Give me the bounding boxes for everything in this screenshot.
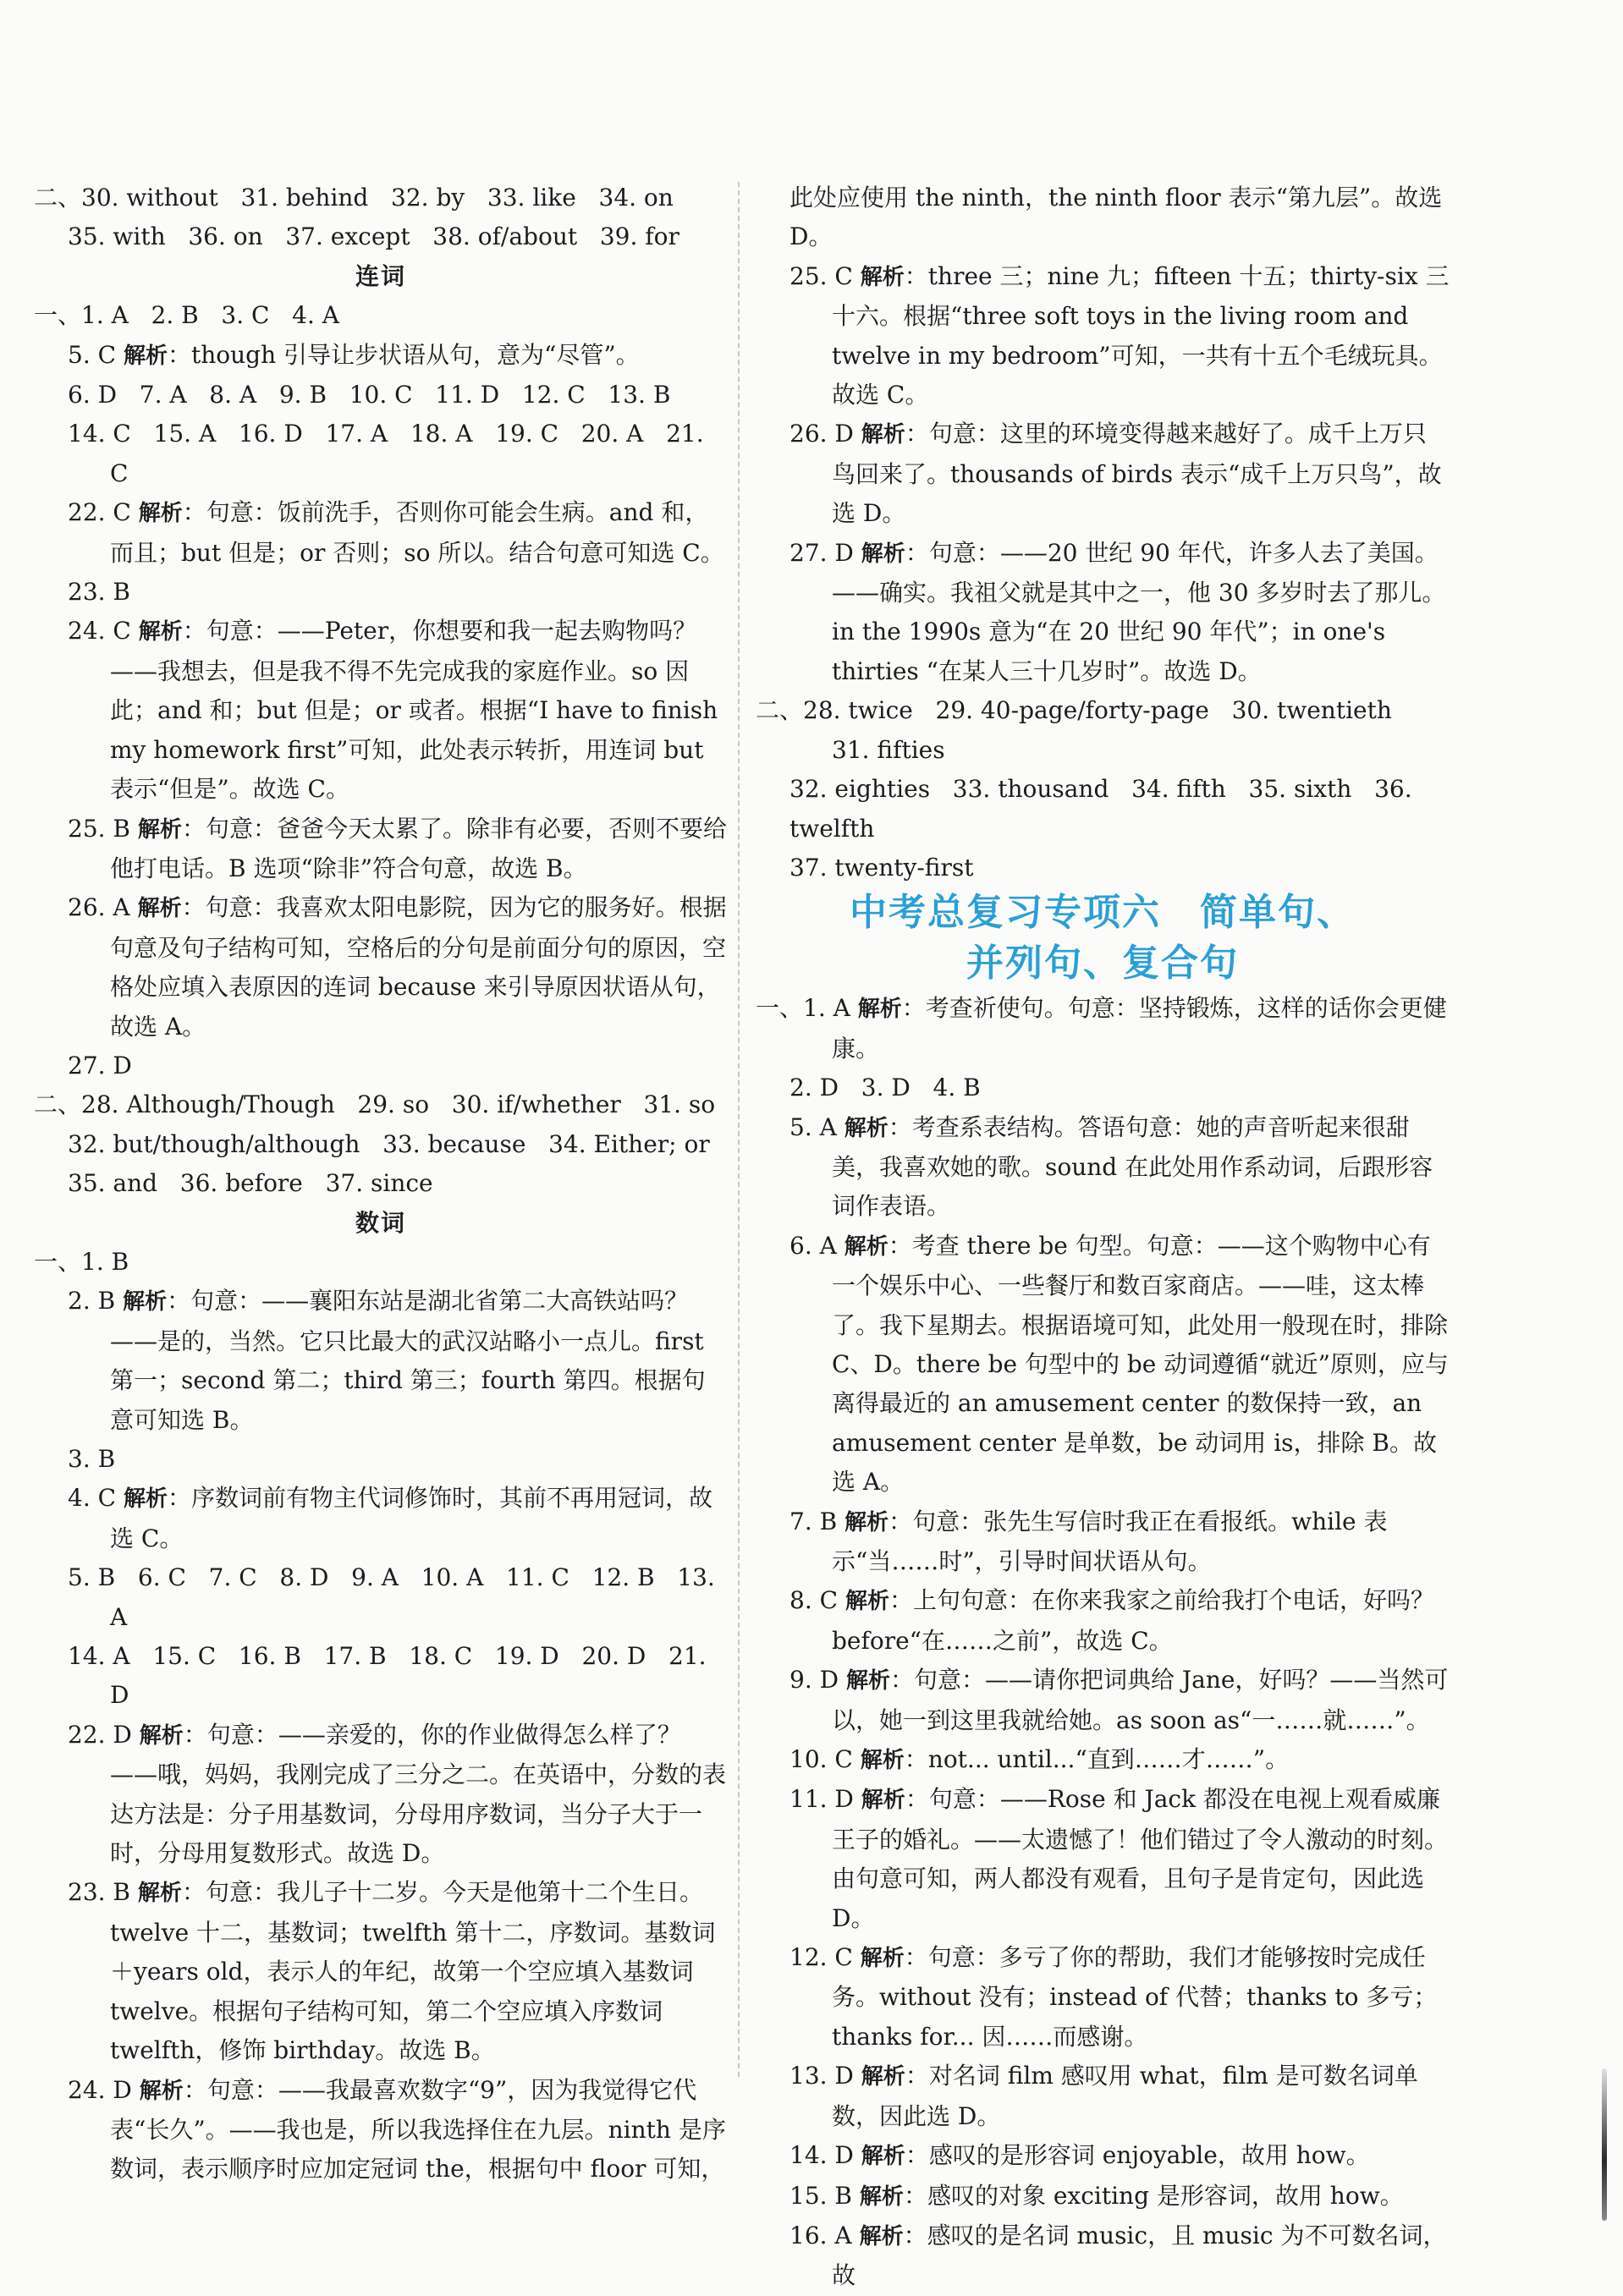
analysis-text: ：句意：——Peter，你想要和我一起去购物吗？——我想去，但是我不得不先完成我的家庭作业。so 因此；and 和；but 但是；or 或者。根据“I have to finish my homework first”可知，此处表示转折，用连词 but 表示“但是”。故选 C。	[110, 617, 718, 804]
analysis-text: ：上句句意：在你来我家之前给我打个电话，好吗？before“在……之前”，故选 C。	[832, 1586, 1434, 1655]
analysis-text: ：句意：这里的环境变得越来越好了。成千上万只鸟回来了。thousands of birds 表示“成千上万只鸟”，故选 D。	[832, 420, 1442, 528]
analysis-label: 解析	[857, 997, 902, 1023]
analysis-text: ：句意：——我最喜欢数字“9”，因为我觉得它代表“长久”。——我也是，所以我选择住在九层。ninth 是序数词，表示顺序时应加定冠词 the，根据句中 floor 可知，	[110, 2075, 726, 2183]
answer-item	[756, 534, 1450, 692]
answer-item	[756, 2177, 1450, 2216]
analysis-label: 解析	[845, 1589, 889, 1615]
analysis-text: ：句意：——Rose 和 Jack 都没在电视上观看威廉王子的婚礼。——太遗憾了！他们错过了令人激动的时刻。由句意可知，两人都没有观看，且句子是肯定句，因此选 D。	[832, 1785, 1449, 1932]
answer-item	[34, 810, 728, 889]
answer-line: 一、1. B	[34, 1247, 129, 1276]
answer-line: 3. B	[68, 1445, 116, 1473]
answer-number: 5. A	[789, 1112, 837, 1141]
analysis-text: ：句意：饭前洗手，否则你可能会生病。and 和，而且；but 但是；or 否则；so 所以。结合句意可知选 C。	[110, 498, 724, 567]
analysis-text: ：感叹的是形容词 enjoyable，故用 how。	[905, 2141, 1370, 2170]
answer-number: 24. D	[68, 2075, 132, 2104]
analysis-label: 解析	[861, 422, 905, 448]
answer-item	[756, 1227, 1450, 1502]
answer-number: 26. A	[68, 893, 130, 922]
answer-item	[34, 1479, 728, 1558]
analysis-label: 解析	[859, 2183, 904, 2210]
answer-number: 24. C	[68, 617, 131, 645]
analysis-label: 解析	[859, 2223, 904, 2249]
answer-item	[756, 1740, 1450, 1780]
analysis-label: 解析	[123, 1289, 168, 1316]
answer-item	[756, 989, 1450, 1068]
column-divider	[738, 182, 740, 2077]
answer-line: 14. A 15. C 16. B 17. B 18. C 19. D 20. D 21. D	[68, 1642, 714, 1710]
analysis-label: 解析	[861, 2064, 905, 2090]
answer-line: 一、1. A 2. B 3. C 4. A	[34, 301, 340, 330]
answer-number: 22. D	[68, 1720, 132, 1749]
analysis-text: ：考查祈使句。句意：坚持锻炼，这样的话你会更健康。	[832, 994, 1447, 1063]
analysis-text: ：感叹的是名词 music，且 music 为不可数名词，故	[832, 2221, 1447, 2290]
answer-line: 35. with 36. on 37. except 38. of/about 39. for	[68, 222, 679, 251]
analysis-label: 解析	[123, 343, 168, 369]
analysis-label: 解析	[861, 2144, 905, 2170]
analysis-label: 解析	[860, 264, 905, 290]
answer-line: 27. D	[68, 1051, 132, 1079]
answer-number: 7. B	[789, 1507, 838, 1535]
section-heading: 数词	[355, 1208, 406, 1237]
section-heading: 连词	[355, 261, 406, 290]
analysis-label: 解析	[137, 1881, 182, 1907]
answer-number: 11. D	[789, 1785, 854, 1814]
answer-item	[34, 1716, 728, 1874]
answer-number: 6. A	[789, 1231, 837, 1260]
answer-number: 16. A	[789, 2221, 852, 2249]
answer-number: 一、1. A	[756, 994, 850, 1023]
analysis-text: ：句意：我儿子十二岁。今天是他第十二个生日。twelve 十二，基数词；twelfth 第十二，序数词。基数词＋years old，表示人的年纪，故第一个空应填入基数词 twelve。根据句子结构可知，第二个空应填入序数词 twelfth，修饰 birthday。故选 B。	[110, 1878, 716, 2065]
answer-number: 23. B	[68, 1878, 131, 1907]
answer-item	[34, 888, 728, 1046]
chapter-title: 并列句、复合句	[966, 942, 1239, 986]
analysis-text: ：句意：张先生写信时我正在看报纸。while 表示“当……时”，引导时间状语从句。	[832, 1507, 1388, 1575]
answer-item	[34, 612, 728, 809]
answer-item	[34, 493, 728, 573]
answer-item	[756, 415, 1450, 533]
answer-number: 10. C	[789, 1745, 853, 1774]
answer-item	[756, 2136, 1450, 2176]
answer-line: 5. B 6. C 7. C 8. D 9. A 10. A 11. C 12. B 13. A	[68, 1563, 723, 1631]
analysis-label: 解析	[137, 896, 182, 922]
answer-line: 37. twenty-first	[789, 853, 974, 882]
analysis-label: 解析	[123, 1486, 168, 1513]
answer-line: 二、30. without 31. behind 32. by 33. like 34. on	[34, 184, 674, 211]
analysis-label: 解析	[845, 1509, 889, 1535]
answer-line: 32. but/though/although 33. because 34. Either; or	[68, 1129, 710, 1158]
analysis-text: ：not... until...“直到……才……”。	[904, 1745, 1290, 1774]
analysis-label: 解析	[844, 1233, 889, 1260]
analysis-text: ：句意：——请你把词典给 Jane，好吗？——当然可以，她一到这里我就给她。as soon as“一……就……”。	[832, 1666, 1449, 1734]
analysis-text: ：对名词 film 感叹用 what，film 是可数名词单数，因此选 D。	[832, 2062, 1418, 2130]
answer-number: 5. C	[68, 340, 117, 369]
answer-item	[34, 336, 728, 376]
analysis-label: 解析	[845, 1668, 890, 1695]
analysis-text: ：句意：——亲爱的，你的作业做得怎么样了？——哦，妈妈，我刚完成了三分之二。在英语中，分数的表达方法是：分子用基数词，分母用序数词，当分子大于一时，分母用复数形式。故选 D。	[110, 1720, 727, 1868]
analysis-label: 解析	[861, 1788, 905, 1814]
analysis-label: 解析	[861, 541, 905, 567]
answer-item	[756, 2216, 1450, 2296]
answer-item	[756, 1938, 1450, 2057]
analysis-text: ：感叹的对象 exciting 是形容词，故用 how。	[903, 2181, 1404, 2210]
answer-number: 22. C	[68, 498, 131, 527]
analysis-text: ：序数词前有物主代词修饰时，其前不再用冠词，故选 C。	[110, 1484, 712, 1552]
answer-line: 2. D 3. D 4. B	[789, 1074, 981, 1102]
answer-number: 26. D	[789, 420, 854, 448]
answer-item	[756, 1108, 1450, 1227]
chapter-title: 中考总复习专项六 简单句、	[850, 891, 1356, 935]
analysis-text: ：though 引导让步状语从句，意为“尽管”。	[167, 340, 640, 369]
analysis-text: ：句意：多亏了你的帮助，我们才能够按时完成任务。without 没有；instead of 代替；thanks to 多亏；thanks for... 因……而感谢。	[832, 1943, 1438, 2051]
analysis-text: ：考查系表结构。答语句意：她的声音听起来很甜美，我喜欢她的歌。sound 在此处用作系动词，后跟形容词作表语。	[832, 1112, 1433, 1221]
analysis-text: ：three 三；nine 九；fifteen 十五；thirty-six 三十六。根据“three soft toys in the living room and twelve in my bedroom”可知，一共有十五个毛绒玩具。故选 C。	[832, 261, 1450, 409]
page-edge-mark	[1602, 2068, 1607, 2221]
answer-number: 14. D	[789, 2141, 854, 2170]
answer-item	[756, 1661, 1450, 1740]
answer-number: 13. D	[789, 2062, 854, 2090]
analysis-text: ：句意：爸爸今天太累了。除非有必要，否则不要给他打电话。B 选项“除非”符合句意，故选 B。	[110, 814, 727, 882]
analysis-label: 解析	[860, 1946, 905, 1972]
analysis-text: ：考查 there be 句型。句意：——这个购物中心有一个娱乐中心、一些餐厅和数百家商店。——哇，这太棒了。我下星期去。根据语境可知，此处用一般现在时，排除 C、D。there be 句型中的 be 动词遵循“就近”原则，应与离得最近的 an amusement center 的数保持一致，an amusement center 是单数，be 动词用 is，排除 B。故选 A。	[832, 1231, 1449, 1497]
answer-line: 14. C 15. A 16. D 17. A 18. A 19. C 20. A 21. C	[68, 420, 712, 487]
answer-line: 32. eighties 33. thousand 34. fifth 35. sixth 36. twelfth	[789, 775, 1420, 843]
analysis-text: ：句意：我喜欢太阳电影院，因为它的服务好。根据句意及句子结构可知，空格后的分句是前面分句的原因，空格处应填入表原因的连词 because 来引导原因状语从句，故选 A。	[110, 893, 727, 1041]
analysis-label: 解析	[844, 1115, 889, 1141]
answer-number: 8. C	[789, 1586, 839, 1615]
left-column	[34, 179, 728, 2189]
answer-number: 4. C	[68, 1484, 117, 1513]
answer-line: 此处应使用 the ninth，the ninth floor 表示“第九层”。故选 D。	[789, 184, 1450, 251]
analysis-label: 解析	[137, 816, 182, 843]
right-column	[756, 179, 1450, 2296]
analysis-label: 解析	[138, 619, 183, 645]
answer-number: 12. C	[789, 1943, 853, 1972]
analysis-label: 解析	[860, 1748, 905, 1774]
answer-line: 6. D 7. A 8. A 9. B 10. C 11. D 12. C 13. B	[68, 381, 671, 409]
answer-item	[756, 257, 1450, 415]
analysis-text: ：句意：——襄阳东站是湖北省第二大高铁站吗？——是的，当然。它只比最大的武汉站略小一点儿。first 第一；second 第二；third 第三；fourth 第四。根据句意可知选 B。	[110, 1287, 706, 1434]
answer-item	[756, 1581, 1450, 1661]
analysis-label: 解析	[139, 1722, 184, 1749]
answer-number: 2. B	[68, 1287, 116, 1316]
answer-line: 35. and 36. before 37. since	[68, 1169, 433, 1198]
analysis-label: 解析	[139, 2078, 184, 2104]
answer-number: 25. C	[789, 261, 853, 290]
answer-item	[756, 1502, 1450, 1582]
answer-item	[34, 1873, 728, 2070]
analysis-text: ：句意：——20 世纪 90 年代，许多人去了美国。——确实。我祖父就是其中之一，他 30 多岁时去了那儿。in the 1990s 意为“在 20 世纪 90 年代”；in one's thirties “在某人三十几岁时”。故选 D。	[832, 538, 1446, 685]
answer-line: 二、28. Although/Though 29. so 30. if/whether 31. so	[34, 1090, 716, 1119]
answer-item	[756, 1780, 1450, 1938]
answer-item	[34, 1282, 728, 1440]
answer-number: 27. D	[789, 538, 854, 567]
answer-line: 二、28. twice 29. 40-page/forty-page 30. twentieth 31. fifties	[756, 696, 1415, 764]
answer-line: 23. B	[68, 578, 131, 607]
answer-item	[756, 2057, 1450, 2136]
answer-number: 9. D	[789, 1666, 839, 1695]
answer-number: 15. B	[789, 2181, 853, 2210]
answer-number: 25. B	[68, 814, 131, 843]
analysis-label: 解析	[138, 501, 183, 527]
answer-item	[34, 2071, 728, 2189]
